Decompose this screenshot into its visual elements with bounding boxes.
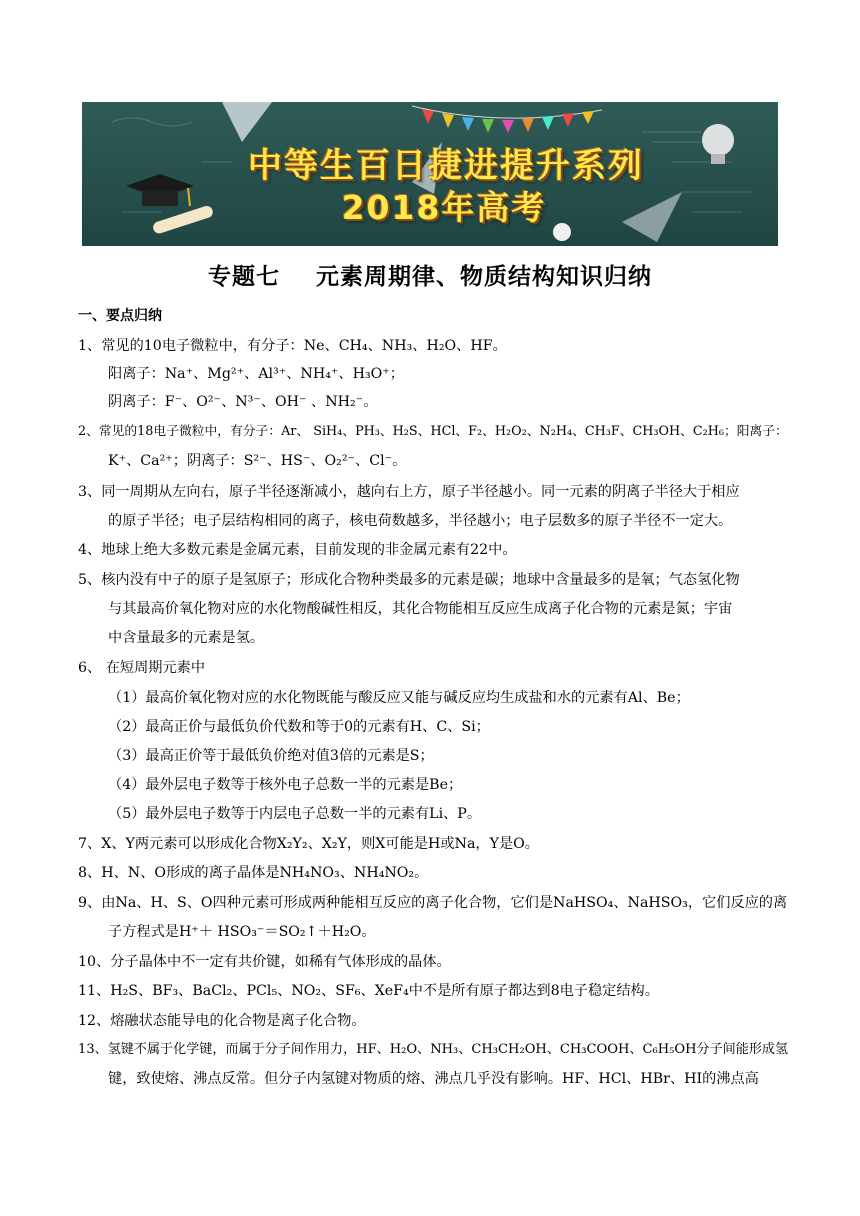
text-line: 阳离子：Na⁺、Mg²⁺、Al³⁺、NH₄⁺、H₃O⁺； xyxy=(108,366,404,382)
header-banner xyxy=(82,102,778,246)
text-line: 5、核内没有中子的原子是氢原子；形成化合物种类最多的元素是碳；地球中含量最多的是氧；气态氢化物 xyxy=(78,572,740,588)
section-heading: 一、要点归纳 xyxy=(78,308,162,324)
text-line: 13、氢键不属于化学键，而属于分子间作用力，HF、H₂O、NH₃、CH₃CH₂OH、CH₃COOH、C₆H₅OH分子间能形成氢 xyxy=(78,1042,789,1057)
text-line: 阴离子：F⁻、O²⁻、N³⁻、OH⁻ 、NH₂⁻。 xyxy=(108,394,378,410)
text-line: K⁺、Ca²⁺；阴离子：S²⁻、HS⁻、O₂²⁻、Cl⁻。 xyxy=(108,453,407,469)
text-line: 4、地球上绝大多数元素是金属元素，目前发现的非金属元素有22中。 xyxy=(78,542,517,558)
text-line: 9、由Na、H、S、O四种元素可形成两种能相互反应的离子化合物，它们是NaHSO₄、NaHSO₃，它们反应的离 xyxy=(78,895,788,911)
text-line: 子方程式是H⁺＋ HSO₃⁻＝SO₂↑＋H₂O。 xyxy=(108,924,376,940)
text-line: 与其最高价氧化物对应的水化物酸碱性相反，其化合物能相互反应生成离子化合物的元素是氮；宇宙 xyxy=(108,601,733,617)
text-line: 1、常见的10电子微粒中，有分子：Ne、CH₄、NH₃、H₂O、HF。 xyxy=(78,338,507,354)
text-line: （1）最高价氧化物对应的水化物既能与酸反应又能与碱反应均生成盐和水的元素有Al、Be； xyxy=(108,690,690,706)
text-line: （2）最高正价与最低负价代数和等于0的元素有H、C、Si； xyxy=(108,719,490,735)
text-line: 键，致使熔、沸点反常。但分子内氢键对物质的熔、沸点几乎没有影响。HF、HCl、HBr、HI的沸点高 xyxy=(108,1071,759,1087)
text-line: 6、 在短周期元素中 xyxy=(78,660,206,676)
text-line: 的原子半径；电子层结构相同的离子，核电荷数越多，半径越小；电子层数多的原子半径不一定大。 xyxy=(108,513,733,529)
text-line: 12、熔融状态能导电的化合物是离子化合物。 xyxy=(78,1013,366,1029)
topic-title: 专题七 元素周期律、物质结构知识归纳 xyxy=(207,264,653,290)
text-line: 3、同一周期从左向右，原子半径逐渐减小，越向右上方，原子半径越小。同一元素的阴离子半径大于相应 xyxy=(78,484,740,500)
text-line: （3）最高正价等于最低负价绝对值3倍的元素是S； xyxy=(108,748,434,764)
text-line: 2、常见的18电子微粒中，有分子：Ar、 SiH₄、PH₃、H₂S、HCl、F₂、H₂O₂、N₂H₄、CH₃F、CH₃OH、C₂H₆；阳离子： xyxy=(78,424,788,439)
text-line: 11、H₂S、BF₃、BaCl₂、PCl₅、NO₂、SF₆、XeF₄中不是所有原子都达到8电子稳定结构。 xyxy=(78,983,659,999)
banner-title-year: 2018年高考 xyxy=(341,188,547,227)
text-line: 7、X、Y两元素可以形成化合物X₂Y₂、X₂Y，则X可能是H或Na，Y是O。 xyxy=(78,836,539,852)
banner-title-series: 中等生百日捷进提升系列 xyxy=(248,146,644,186)
text-line: （4）最外层电子数等于核外电子总数一半的元素是Be； xyxy=(108,777,463,793)
text-line: 8、H、N、O形成的离子晶体是NH₄NO₃、NH₄NO₂。 xyxy=(78,865,429,881)
text-line: 中含量最多的元素是氢。 xyxy=(108,630,265,646)
text-line: 10、分子晶体中不一定有共价键，如稀有气体形成的晶体。 xyxy=(78,954,451,970)
text-line: （5）最外层电子数等于内层电子总数一半的元素有Li、P。 xyxy=(108,806,482,822)
